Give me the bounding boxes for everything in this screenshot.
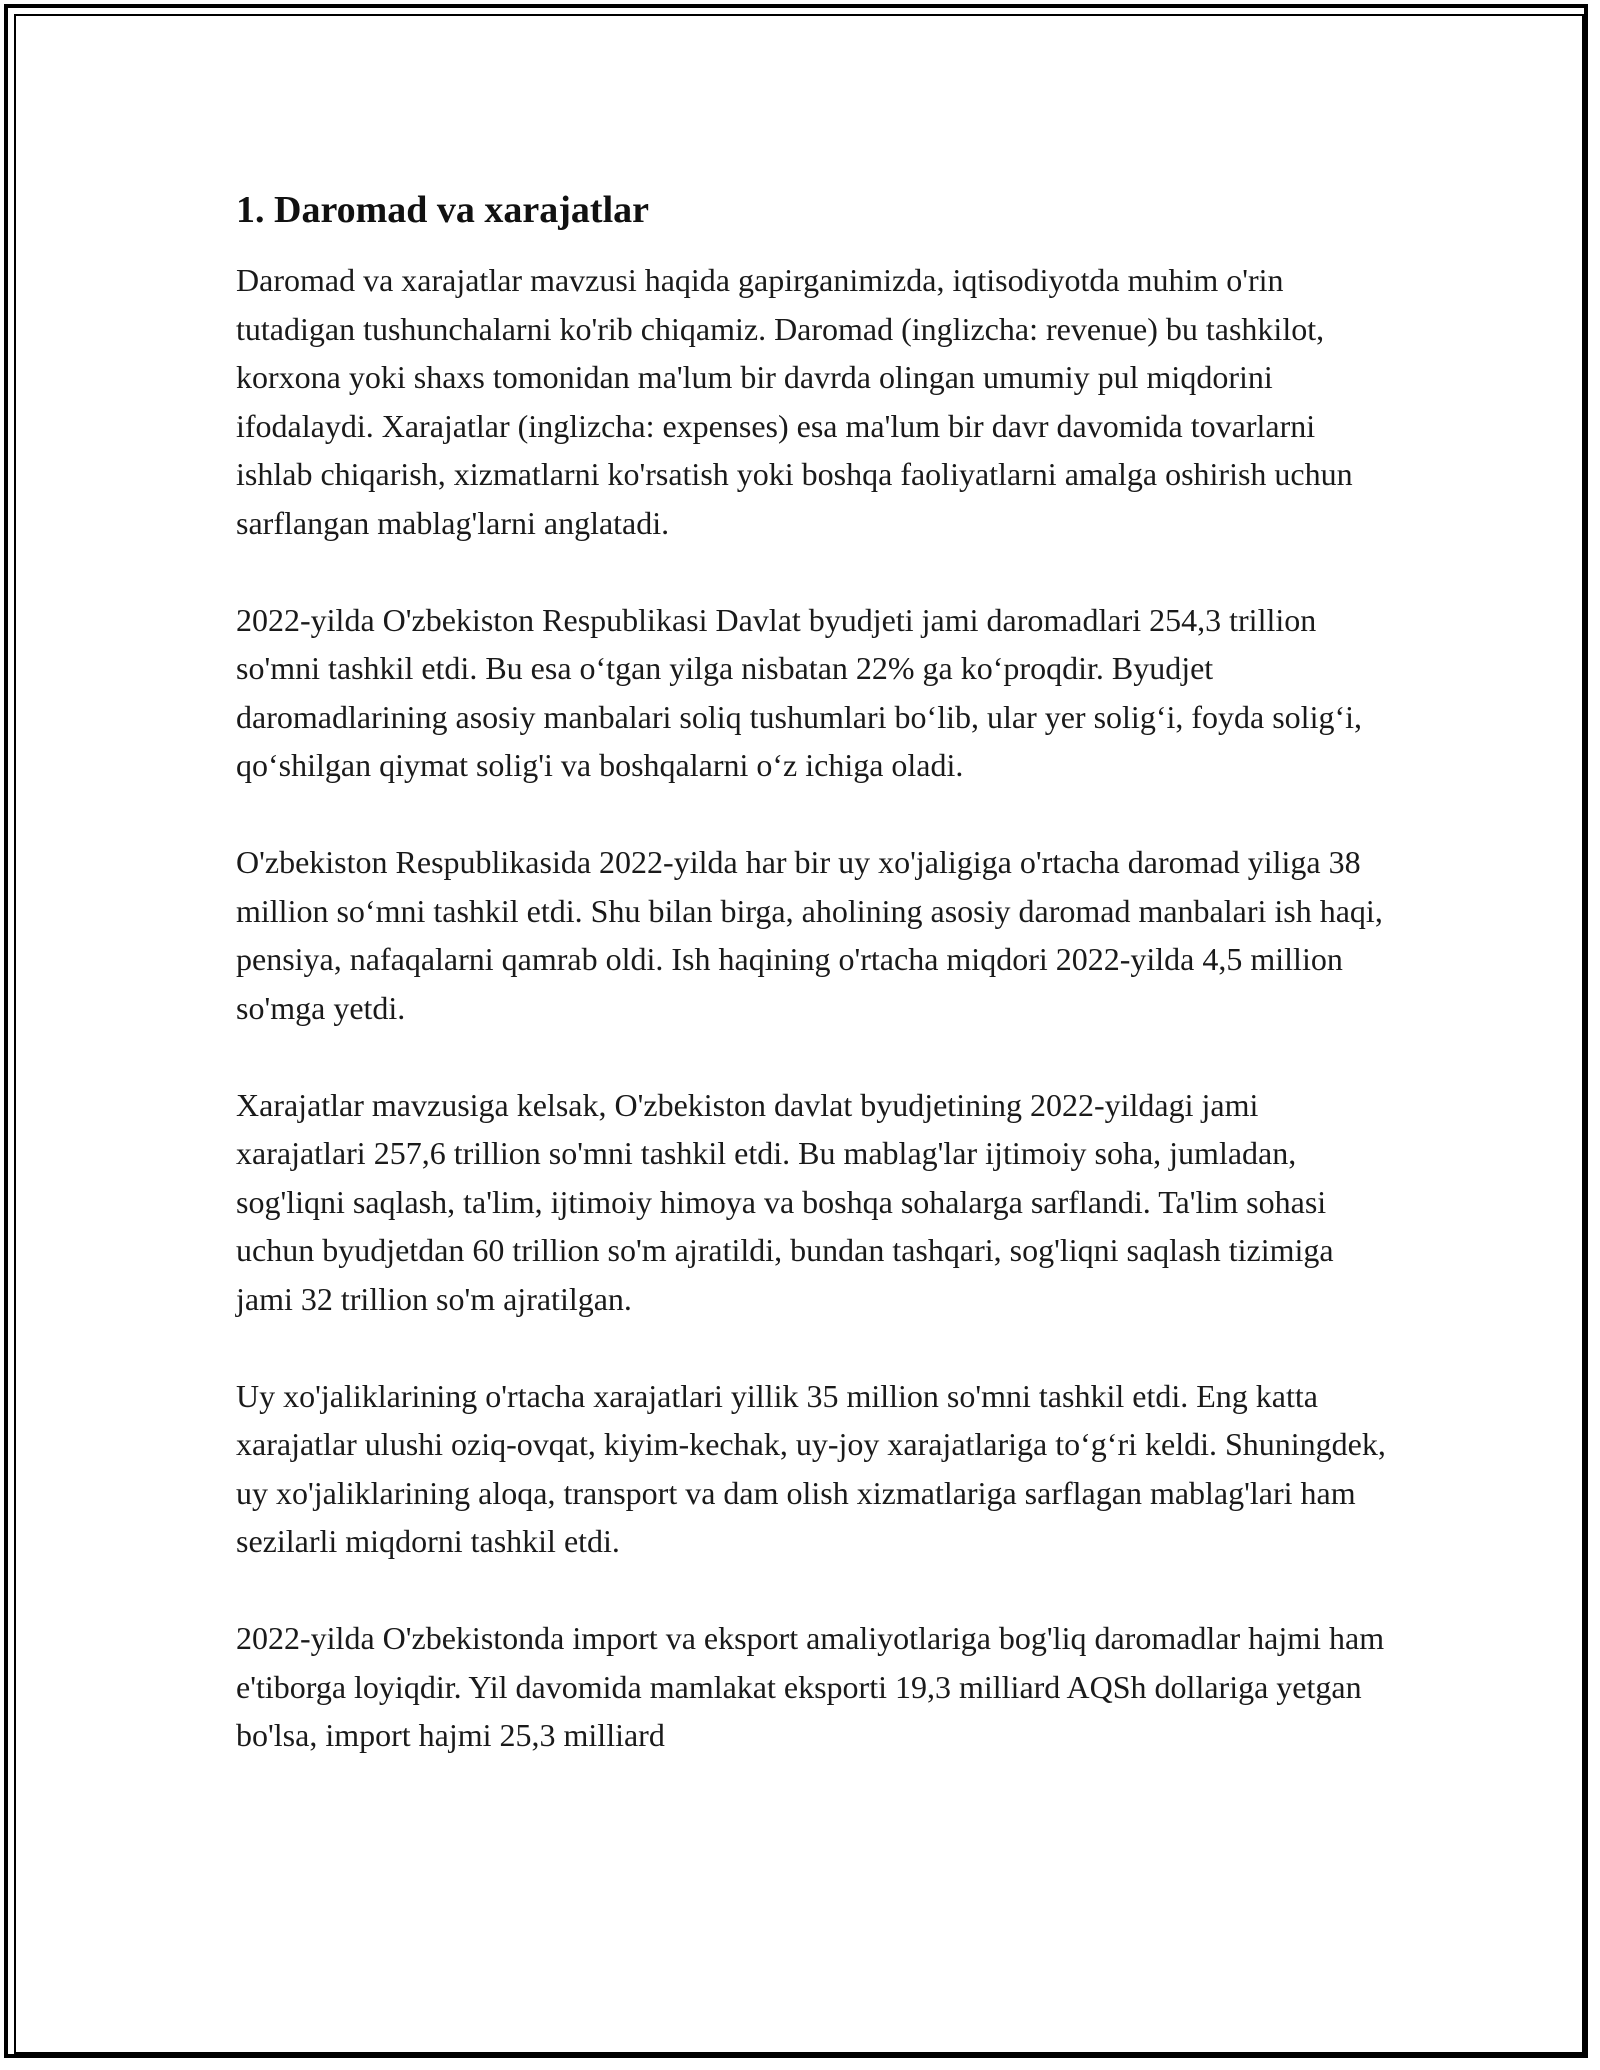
paragraph-budget-revenue: 2022-yilda O'zbekiston Respublikasi Davlat byudjeti jami daromadlari 254,3 trillion so'mni tashkil etdi. Bu esa o‘tgan yilga nisbatan 22% ga ko‘proqdir. Byudjet daromadlarining asosiy manbalari soliq tushumlari bo‘lib, ular yer solig‘i, foyda solig‘i, qo‘shilgan qiymat solig'i va boshqalarni o‘z ichiga oladi. [236,601,1362,783]
paragraph-budget-expenses: Xarajatlar mavzusiga kelsak, O'zbekiston davlat byudjetining 2022-yildagi jami xarajatlari 257,6 trillion so'mni tashkil etdi. Bu mablag'lar ijtimoiy soha, jumladan, sog'liqni saqlash, ta'lim, ijtimoiy himoya va boshqa sohalarga sarflandi. Ta'lim sohasi uchun byudjetdan 60 trillion so'm ajratildi, bundan tashqari, sog'liqni saqlash tizimiga jami 32 trillion so'm ajratilgan. [236,1086,1334,1317]
section-title: 1. Daromad va xarajatlar [236,189,650,231]
paragraph-trade: 2022-yilda O'zbekistonda import va eksport amaliyotlariga bog'liq daromadlar hajmi ham e'tiborga loyiqdir. Yil davomida mamlakat eksporti 19,3 milliard AQSh dollariga yetgan bo'lsa, import hajmi 25,3 milliard [236,1620,1385,1753]
document-body [236,186,1396,1760]
paragraph-household-income: O'zbekiston Respublikasida 2022-yilda har bir uy xo'jaligiga o'rtacha daromad yiliga 38 million so‘mni tashkil etdi. Shu bilan birga, aholining asosiy daromad manbalari ish haqi, pensiya, nafaqalarni qamrab oldi. Ish haqining o'rtacha miqdori 2022-yilda 4,5 million so'mga yetdi. [236,844,1383,1026]
paragraph-household-expenses: Uy xo'jaliklarining o'rtacha xarajatlari yillik 35 million so'mni tashkil etdi. Eng katta xarajatlar ulushi oziq-ovqat, kiyim-kechak, uy-joy xarajatlariga to‘g‘ri keldi. Shuningdek, uy xo'jaliklarining aloqa, transport va dam olish xizmatlariga sarflagan mablag'lari ham sezilarli miqdorni tashkil etdi. [236,1377,1386,1559]
paragraph-intro: Daromad va xarajatlar mavzusi haqida gapirganimizda, iqtisodiyotda muhim o'rin tutadigan tushunchalarni ko'rib chiqamiz. Daromad (inglizcha: revenue) bu tashkilot, korxona yoki shaxs tomonidan ma'lum bir davrda olingan umumiy pul miqdorini ifodalaydi. Xarajatlar (inglizcha: expenses) esa ma'lum bir davr davomida tovarlarni ishlab chiqarish, xizmatlarni ko'rsatish yoki boshqa faoliyatlarni amalga oshirish uchun sarflangan mablag'larni anglatadi. [236,262,1353,541]
